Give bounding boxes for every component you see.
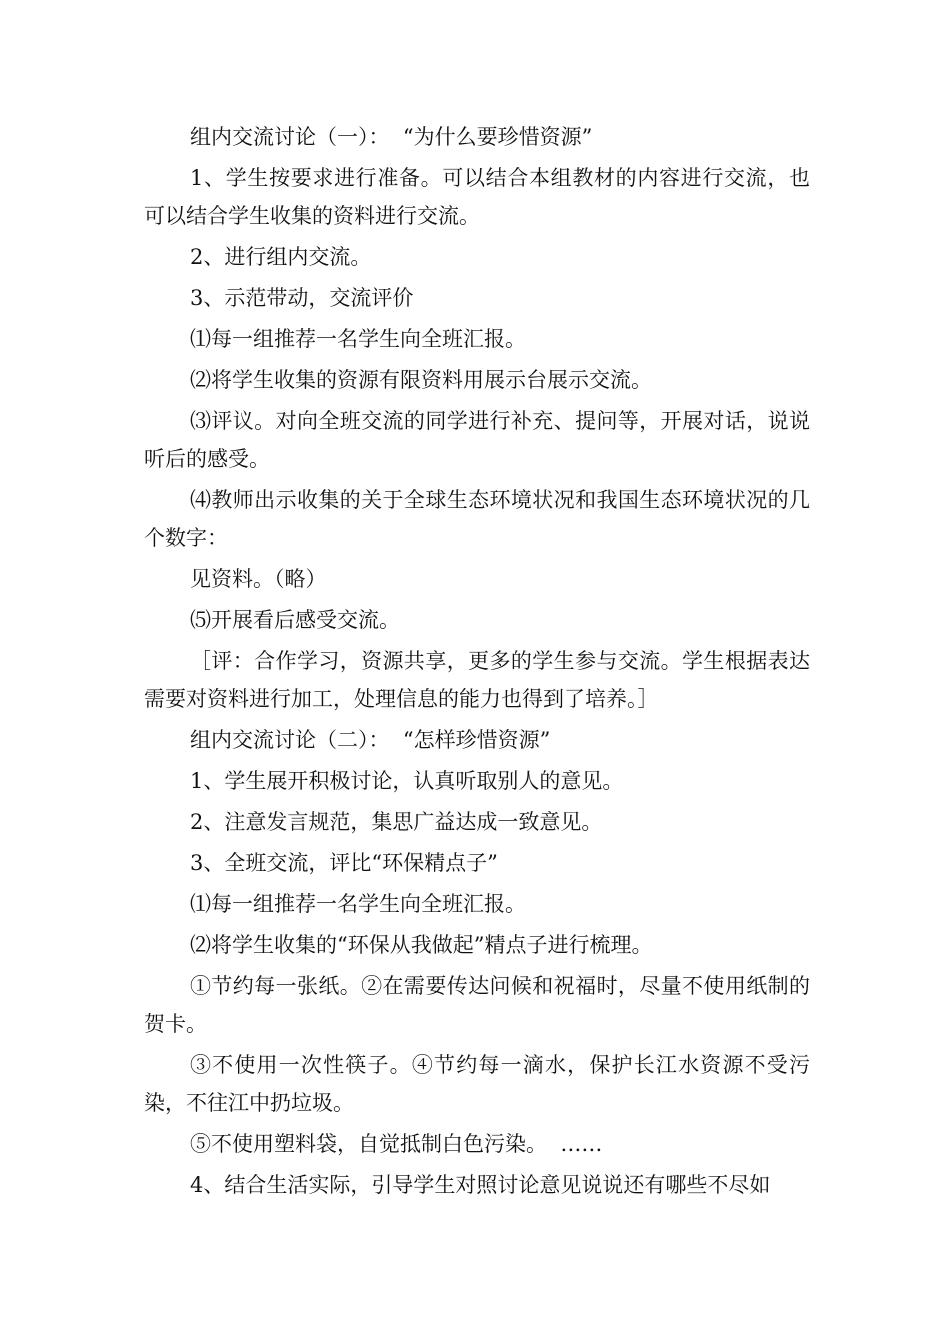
paragraph-tips-2: ③不使用一次性筷子。④节约每一滴水，保护长江水资源不受污染，不往江中扔垃圾。 [144,1053,810,1115]
paragraph-step-2b: 2、注意发言规范，集思广益达成一致意见。 [190,810,603,834]
paragraph-tips-3: ⑤不使用塑料袋，自觉抵制白色污染。 …… [190,1132,603,1156]
paragraph-step-3b: 3、全班交流，评比“环保精点子” [190,851,498,875]
document-body [144,118,810,1207]
paragraph-tips-1: ①节约每一张纸。②在需要传达问候和祝福时，尽量不使用纸制的贺卡。 [144,974,810,1036]
paragraph-substep-3: ⑶评议。对向全班交流的同学进行补充、提问等，开展对话，说说听后的感受。 [144,409,810,471]
paragraph-see-material: 见资料。（略） [190,567,327,591]
section-heading-2: 组内交流讨论（二）： “怎样珍惜资源” [190,728,551,752]
section-heading-1: 组内交流讨论（一）： “为什么要珍惜资源” [190,125,593,149]
paragraph-step-4b: 4、结合生活实际，引导学生对照讨论意见说说还有哪些不尽如 [190,1173,771,1197]
paragraph-comment: ［评：合作学习，资源共享，更多的学生参与交流。学生根据表达需要对资料进行加工，处理信息的能力也得到了培养。］ [144,649,810,711]
paragraph-substep-2b: ⑵将学生收集的“环保从我做起”精点子进行梳理。 [190,933,653,957]
paragraph-step-2: 2、进行组内交流。 [190,245,372,269]
paragraph-substep-5: ⑸开展看后感受交流。 [190,608,400,632]
paragraph-step-1b: 1、学生展开积极讨论，认真听取别人的意见。 [190,769,624,793]
paragraph-substep-1b: ⑴每一组推荐一名学生向全班汇报。 [190,892,526,916]
paragraph-step-3: 3、示范带动，交流评价 [190,286,414,310]
paragraph-substep-2: ⑵将学生收集的资源有限资料用展示台展示交流。 [190,368,652,392]
paragraph-substep-1: ⑴每一组推荐一名学生向全班汇报。 [190,327,526,351]
paragraph-step-1: 1、学生按要求进行准备。可以结合本组教材的内容进行交流，也可以结合学生收集的资料进行交流。 [144,166,810,228]
paragraph-substep-4: ⑷教师出示收集的关于全球生态环境状况和我国生态环境状况的几个数字： [144,488,810,550]
